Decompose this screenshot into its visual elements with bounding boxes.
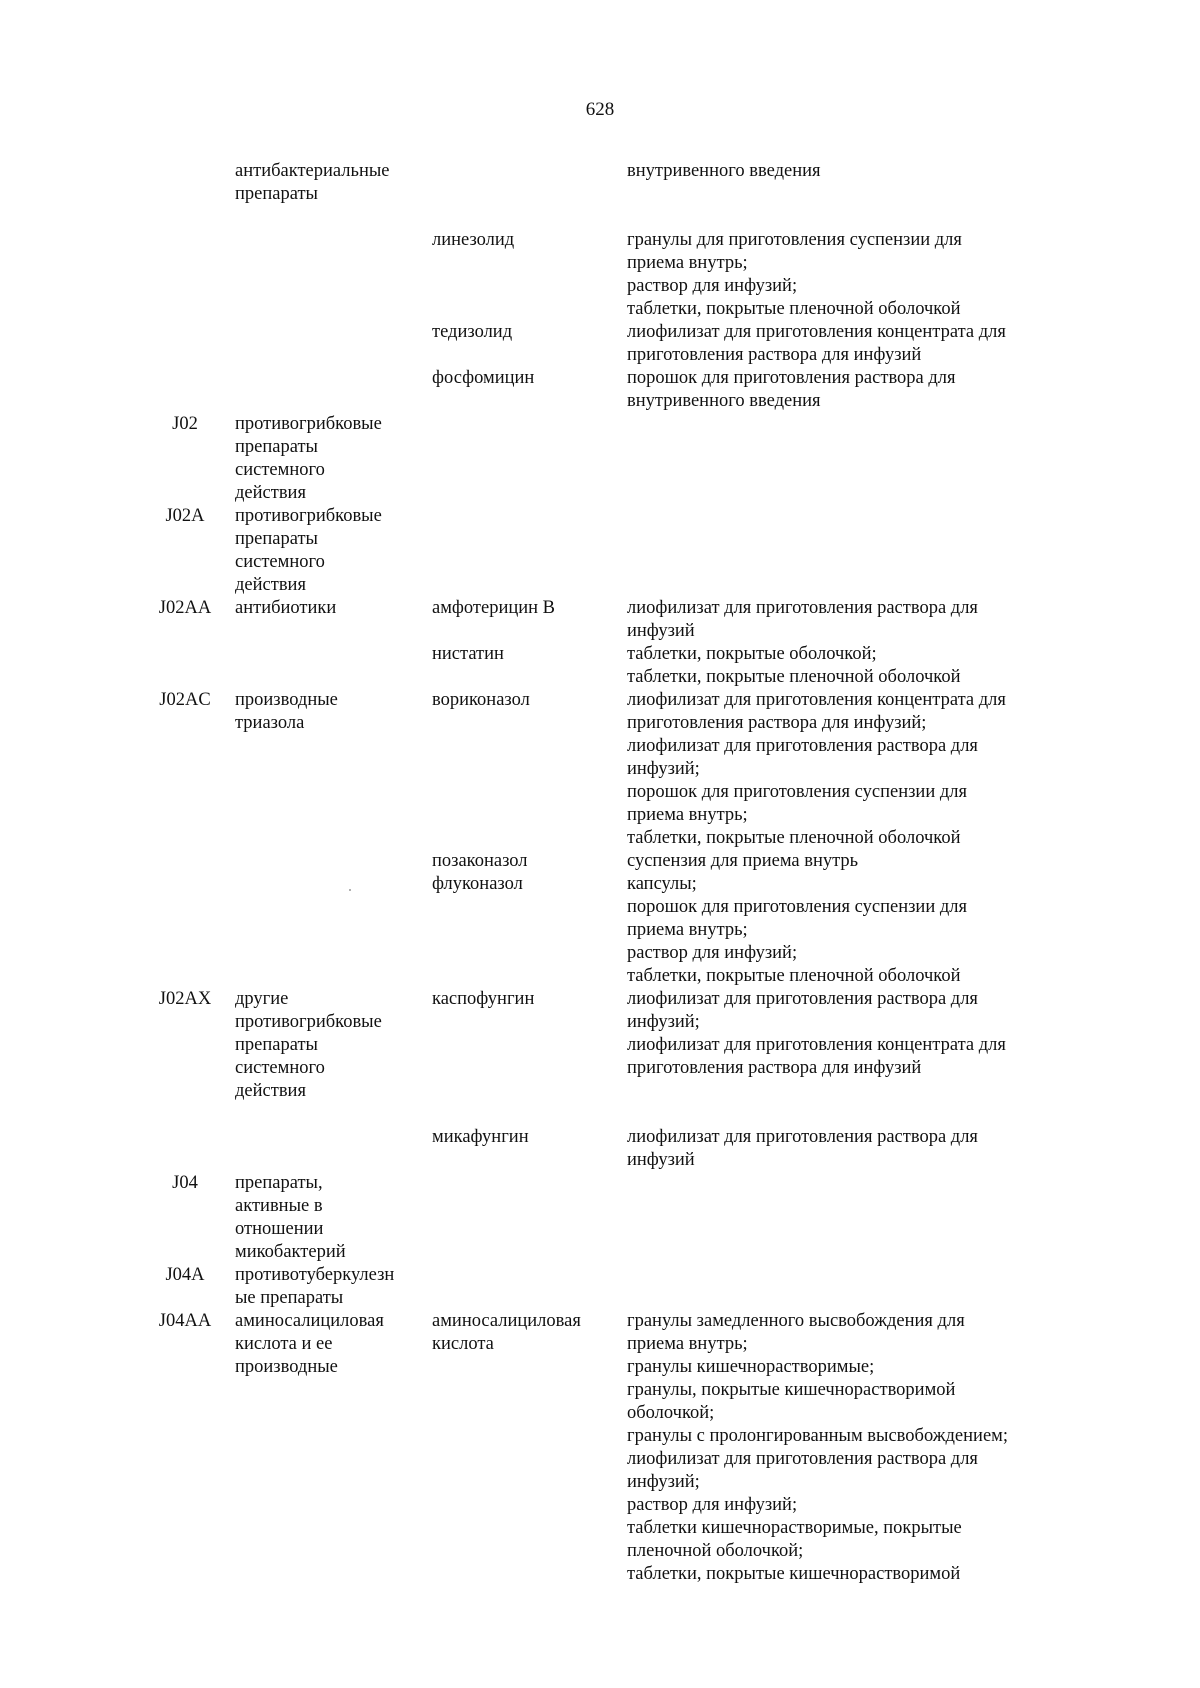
dosage-forms-line: лиофилизат для приготовления раствора для — [627, 989, 978, 1009]
table-row — [0, 367, 1200, 413]
dosage-forms-line: раствор для инфузий; — [627, 276, 798, 296]
drug-name — [432, 988, 607, 1011]
dosage-forms-line: приема внутрь; — [627, 253, 748, 273]
pharmacological-group — [235, 413, 425, 505]
dosage-forms-line: лиофилизат для приготовления концентрата для — [627, 322, 1006, 342]
page-number: 628 — [585, 99, 615, 120]
dosage-forms-line: порошок для приготовления раствора для — [627, 368, 956, 388]
dosage-forms-line: таблетки, покрытые оболочкой; — [627, 644, 877, 664]
dosage-forms-line: таблетки, покрытые кишечнорастворимой — [627, 1564, 961, 1584]
pharmacological-group-line: производные — [235, 690, 338, 710]
pharmacological-group-line: производные — [235, 1357, 338, 1377]
drug-name — [432, 873, 607, 896]
drug-name — [432, 321, 607, 344]
dosage-forms — [627, 643, 1097, 689]
atc-code: J02AX — [158, 989, 212, 1009]
atc-code: J02 — [172, 414, 198, 434]
pharmacological-group-line: препараты, — [235, 1173, 323, 1193]
atc-code: J04A — [165, 1265, 205, 1285]
pharmacological-group-line: другие — [235, 989, 289, 1009]
table-row — [0, 1172, 1200, 1264]
dosage-forms-line: внутривенного введения — [627, 161, 821, 181]
pharmacological-group-line: препараты — [235, 529, 318, 549]
dosage-forms — [627, 229, 1097, 321]
dosage-forms-line: таблетки, покрытые пленочной оболочкой — [627, 828, 961, 848]
pharmacological-group-line: препараты — [235, 1035, 318, 1055]
dosage-forms — [627, 1310, 1097, 1586]
pharmacological-group-line: ые препараты — [235, 1288, 344, 1308]
pharmacological-group-line: действия — [235, 575, 306, 595]
dosage-forms — [627, 160, 1097, 183]
dosage-forms-line: приготовления раствора для инфузий; — [627, 713, 927, 733]
drug-name — [432, 229, 607, 252]
dosage-forms — [627, 689, 1097, 850]
drug-name — [432, 1310, 607, 1356]
pharmacological-group — [235, 988, 425, 1103]
dosage-forms-line: инфузий; — [627, 1472, 700, 1492]
dosage-forms-line: таблетки, покрытые пленочной оболочкой — [627, 299, 961, 319]
dosage-forms — [627, 988, 1097, 1080]
table-row — [0, 413, 1200, 505]
drug-name — [432, 597, 607, 620]
atc-code: J02A — [165, 506, 205, 526]
dosage-forms-line: инфузий; — [627, 759, 700, 779]
pharmacological-group-line: антибиотики — [235, 598, 337, 618]
dosage-forms-line: внутривенного введения — [627, 391, 821, 411]
dosage-forms-line: порошок для приготовления суспензии для — [627, 897, 968, 917]
pharmacological-group-line: триазола — [235, 713, 305, 733]
dosage-forms-line: лиофилизат для приготовления раствора для — [627, 1127, 978, 1147]
pharmacological-group-line: системного — [235, 1058, 325, 1078]
atc-code: J02AC — [159, 690, 211, 710]
drug-name-line: нистатин — [432, 644, 504, 664]
dosage-forms-line: инфузий; — [627, 1012, 700, 1032]
table-row — [0, 988, 1200, 1103]
dosage-forms-line: гранулы кишечнорастворимые; — [627, 1357, 875, 1377]
dosage-forms-line: приема внутрь; — [627, 920, 748, 940]
dosage-forms-line: таблетки кишечнорастворимые, покрытые — [627, 1518, 962, 1538]
drug-name-line: тедизолид — [432, 322, 513, 342]
pharmacological-group-line: микобактерий — [235, 1242, 346, 1262]
table-row — [0, 321, 1200, 367]
pharmacological-group-line: действия — [235, 1081, 306, 1101]
pharmacological-group — [235, 1172, 425, 1264]
drug-name — [432, 367, 607, 390]
pharmacological-group — [235, 597, 425, 620]
dosage-forms-line: гранулы для приготовления суспензии для — [627, 230, 962, 250]
drug-name — [432, 850, 607, 873]
pharmacological-group-line: антибактериальные — [235, 161, 390, 181]
drug-name — [432, 1126, 607, 1149]
pharmacological-group-line: отношении — [235, 1219, 324, 1239]
dosage-forms-line: порошок для приготовления суспензии для — [627, 782, 968, 802]
dosage-forms-line: суспензия для приема внутрь — [627, 851, 859, 871]
drug-name — [432, 689, 607, 712]
dosage-forms-line: приема внутрь; — [627, 1334, 748, 1354]
pharmacological-group-line: системного — [235, 460, 325, 480]
dosage-forms-line: приготовления раствора для инфузий — [627, 1058, 922, 1078]
table-row — [0, 229, 1200, 321]
atc-code: J04 — [172, 1173, 198, 1193]
drug-name-line: флуконазол — [432, 874, 523, 894]
drug-name-line: микафунгин — [432, 1127, 529, 1147]
dosage-forms-line: гранулы замедленного высвобождения для — [627, 1311, 965, 1331]
pharmacological-group-line: действия — [235, 483, 306, 503]
dosage-forms-line: приема внутрь; — [627, 805, 748, 825]
dosage-forms-line: оболочкой; — [627, 1403, 715, 1423]
dosage-forms-line: лиофилизат для приготовления раствора для — [627, 1449, 978, 1469]
table-row — [0, 850, 1200, 873]
table-row — [0, 1126, 1200, 1172]
pharmacological-group-line: активные в — [235, 1196, 323, 1216]
dosage-forms-line: лиофилизат для приготовления раствора для — [627, 598, 978, 618]
atc-code: J02AA — [158, 598, 212, 618]
pharmacological-group — [235, 505, 425, 597]
drug-name-line: вориконазол — [432, 690, 530, 710]
pharmacological-group — [235, 1310, 425, 1379]
pharmacological-group-line: противотуберкулезн — [235, 1265, 395, 1285]
dosage-forms — [627, 367, 1097, 413]
drug-name-line: каспофунгин — [432, 989, 535, 1009]
drug-name-line: аминосалициловая — [432, 1311, 581, 1331]
drug-name-line: кислота — [432, 1334, 494, 1354]
dosage-forms — [627, 850, 1097, 873]
pharmacological-group-line: системного — [235, 552, 325, 572]
table-row — [0, 1310, 1200, 1586]
dosage-forms-line: пленочной оболочкой; — [627, 1541, 804, 1561]
dosage-forms-line: инфузий — [627, 621, 695, 641]
dosage-forms-line: гранулы, покрытые кишечнорастворимой — [627, 1380, 956, 1400]
drug-name-line: позаконазол — [432, 851, 528, 871]
table-row — [0, 505, 1200, 597]
pharmacological-group — [235, 1264, 425, 1310]
pharmacological-group-line: кислота и ее — [235, 1334, 333, 1354]
dosage-forms-line: раствор для инфузий; — [627, 1495, 798, 1515]
drug-name — [432, 643, 607, 666]
drug-classification-table — [0, 160, 1200, 1586]
table-row — [0, 873, 1200, 988]
dosage-forms-line: раствор для инфузий; — [627, 943, 798, 963]
pharmacological-group — [235, 689, 425, 735]
dosage-forms-line: лиофилизат для приготовления концентрата для — [627, 690, 1006, 710]
dosage-forms-line: капсулы; — [627, 874, 697, 894]
dosage-forms — [627, 1126, 1097, 1172]
dosage-forms-line: лиофилизат для приготовления концентрата для — [627, 1035, 1006, 1055]
pharmacological-group-line: препараты — [235, 184, 318, 204]
dosage-forms — [627, 597, 1097, 643]
table-row — [0, 1264, 1200, 1310]
drug-name-line: линезолид — [432, 230, 515, 250]
dosage-forms-line: таблетки, покрытые пленочной оболочкой — [627, 966, 961, 986]
pharmacological-group-line: аминосалициловая — [235, 1311, 384, 1331]
pharmacological-group-line: противогрибковые — [235, 414, 382, 434]
table-row — [0, 160, 1200, 206]
scan-speck — [349, 889, 351, 891]
dosage-forms-line: лиофилизат для приготовления раствора для — [627, 736, 978, 756]
dosage-forms — [627, 321, 1097, 367]
pharmacological-group-line: препараты — [235, 437, 318, 457]
dosage-forms — [627, 873, 1097, 988]
drug-name-line: фосфомицин — [432, 368, 535, 388]
dosage-forms-line: таблетки, покрытые пленочной оболочкой — [627, 667, 961, 687]
table-row — [0, 597, 1200, 643]
dosage-forms-line: приготовления раствора для инфузий — [627, 345, 922, 365]
atc-code: J04AA — [158, 1311, 212, 1331]
table-row — [0, 643, 1200, 689]
dosage-forms-line: гранулы с пролонгированным высвобождением; — [627, 1426, 1009, 1446]
pharmacological-group-line: противогрибковые — [235, 1012, 382, 1032]
drug-name-line: амфотерицин В — [432, 598, 556, 618]
table-row — [0, 689, 1200, 850]
pharmacological-group-line: противогрибковые — [235, 506, 382, 526]
dosage-forms-line: инфузий — [627, 1150, 695, 1170]
pharmacological-group — [235, 160, 425, 206]
